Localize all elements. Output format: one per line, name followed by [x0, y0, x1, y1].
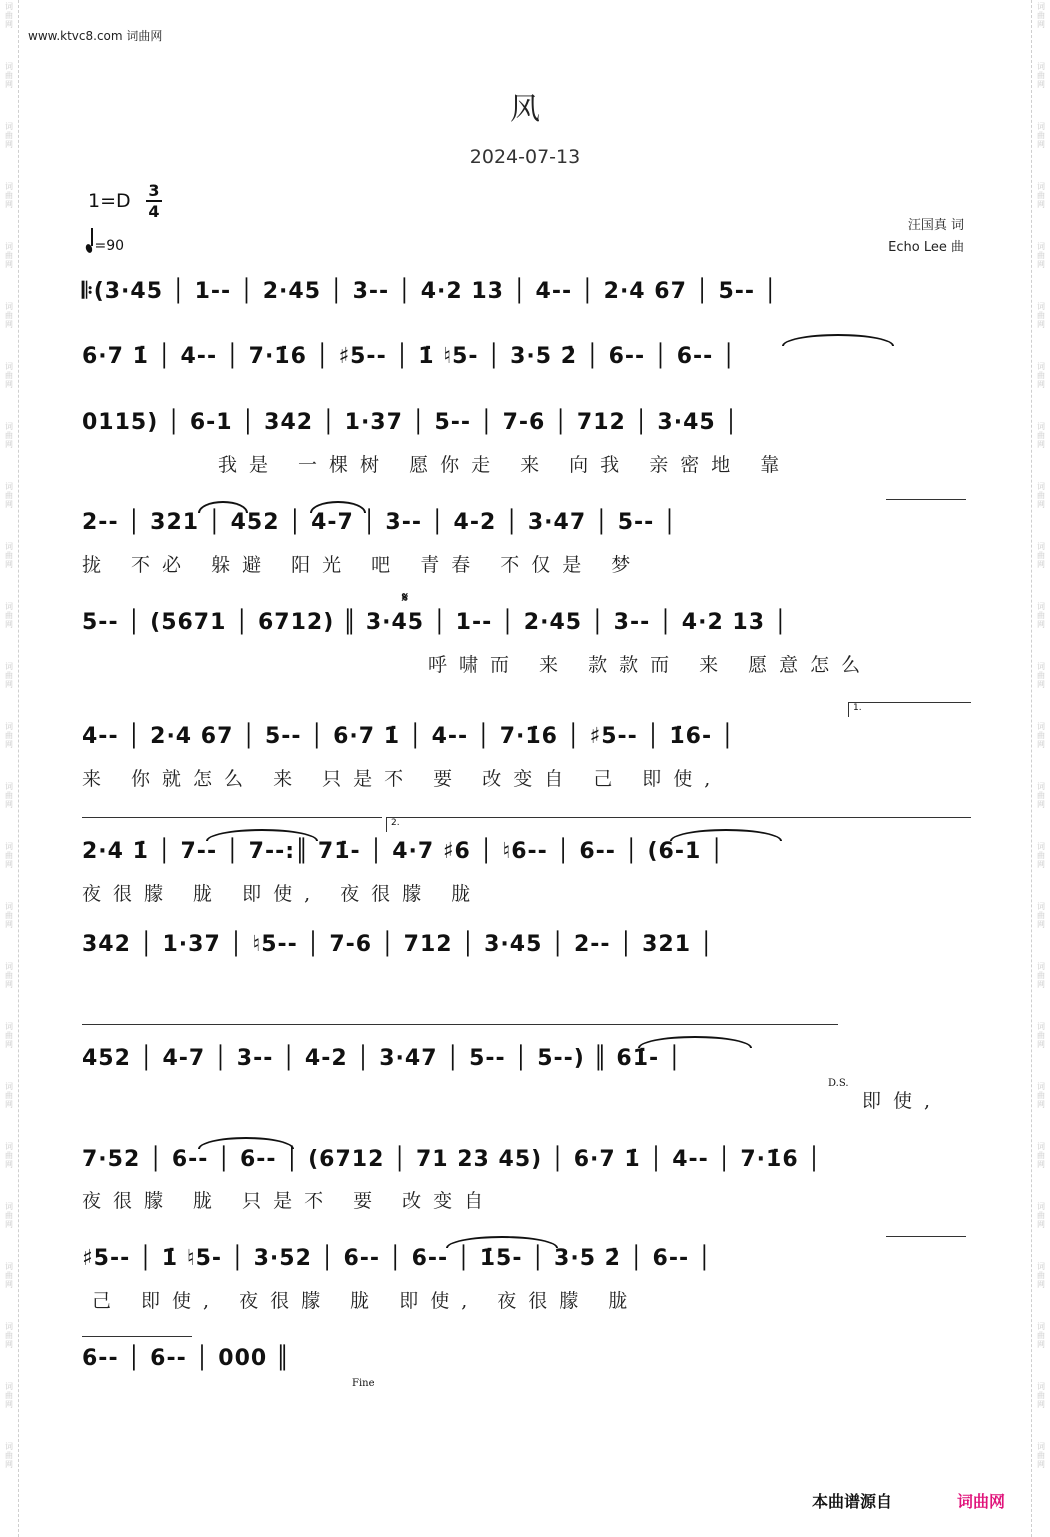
watermark-text: 词 曲 网: [5, 602, 13, 629]
notation-line: 6-- │ 6-- │ 000 ║: [82, 1346, 291, 1371]
watermark-text: 词 曲 网: [1037, 1022, 1045, 1049]
watermark-text: 词 曲 网: [1037, 362, 1045, 389]
score-row-9: [82, 1039, 968, 1079]
notation-line: 2·4 1̇ │ 7-- │ 7--:║ 71̇- │ 4·7 ♯6 │ ♮6-- │ 6-- │ (6-1 │: [82, 839, 725, 864]
watermark-text: 词 曲 网: [1037, 842, 1045, 869]
lyric-line: 呼啸而 来 款款而 来 愿意怎么: [428, 654, 873, 676]
notation-line: 342 │ 1·37 │ ♮5-- │ 7-6 │ 712 │ 3·45 │ 2-- │ 321 │: [82, 932, 714, 957]
watermark-text: 词 曲 网: [5, 1082, 13, 1109]
watermark-text: 词 曲 网: [5, 302, 13, 329]
watermark-text: 词 曲 网: [5, 2, 13, 29]
score-row-5: [82, 603, 968, 643]
watermark-text: 词 曲 网: [1037, 962, 1045, 989]
lyric-line: 来 你就怎么 来 只是不 要 改变自 己 即使,: [82, 768, 723, 790]
watermark-text: 词 曲 网: [5, 1202, 13, 1229]
watermark-text: 词 曲 网: [5, 1022, 13, 1049]
tie-slur: [782, 334, 894, 346]
ending-line: [82, 817, 382, 818]
watermark-text: 词 曲 网: [5, 182, 13, 209]
watermark-text: 词 曲 网: [1037, 302, 1045, 329]
segno-sign: 𝄋: [402, 590, 409, 606]
song-title: 风: [510, 92, 540, 127]
first-ending-bracket: 1.: [848, 702, 971, 717]
tie-slur: [446, 1236, 558, 1248]
watermark-text: 词 曲 网: [1037, 182, 1045, 209]
score-row-6: [82, 717, 968, 757]
watermark-text: 词 曲 网: [5, 902, 13, 929]
watermark-text: 词 曲 网: [1037, 722, 1045, 749]
watermark-text: 词 曲 网: [5, 662, 13, 689]
watermark-text: 词 曲 网: [5, 842, 13, 869]
tie-line: [82, 1336, 192, 1337]
watermark-text: 词 曲 网: [5, 722, 13, 749]
time-sig-top: 3: [146, 181, 162, 202]
score-row-1: [82, 272, 968, 312]
score-row-8: [82, 925, 968, 965]
watermark-text: 词 曲 网: [1037, 662, 1045, 689]
notation-line: 6·7 1̇ │ 4-- │ 7·1̇6 │ ♯5-- │ 1̇ ♮5- │ 3·5 2̇ │ 6-- │ 6-- │: [82, 344, 737, 369]
notation-line: 𝄆(3·45 │ 1-- │ 2·45 │ 3-- │ 4·2 13 │ 4-- │ 2·4 67 │ 5-- │: [82, 279, 778, 304]
watermark-text: 词 曲 网: [1037, 1262, 1045, 1289]
lyric-line: 我是 一棵树 愿你走 来 向我 亲密地 靠: [218, 454, 792, 476]
watermark-text: 词 曲 网: [1037, 482, 1045, 509]
watermark-text: 词 曲 网: [5, 122, 13, 149]
note-stem: [91, 228, 93, 246]
tie-line: [886, 1236, 966, 1237]
watermark-text: 词 曲 网: [5, 542, 13, 569]
watermark-text: 词 曲 网: [5, 1262, 13, 1289]
watermark-text: 词 曲 网: [5, 62, 13, 89]
watermark-text: 词 曲 网: [1037, 1082, 1045, 1109]
watermark-text: 词 曲 网: [5, 422, 13, 449]
score-row-12: [82, 1339, 968, 1379]
watermark-text: 词 曲 网: [1037, 1382, 1045, 1409]
time-signature: [146, 181, 162, 221]
repeat-line: [82, 1024, 838, 1025]
key-signature: 1=D: [88, 190, 131, 212]
watermark-text: 词 曲 网: [1037, 422, 1045, 449]
watermark-text: 词 曲 网: [1037, 1142, 1045, 1169]
watermark-text: 词 曲 网: [5, 242, 13, 269]
watermark-text: 词 曲 网: [1037, 602, 1045, 629]
watermark-text: 词 曲 网: [1037, 1322, 1045, 1349]
lyric-line: 夜很朦 胧 即使, 夜很朦 胧: [82, 883, 483, 905]
watermark-text: 词 曲 网: [5, 1322, 13, 1349]
ds-mark: D.S.: [828, 1078, 849, 1089]
watermark-text: 词 曲 网: [5, 1142, 13, 1169]
watermark-text: 词 曲 网: [1037, 542, 1045, 569]
tie-slur: [206, 829, 318, 841]
watermark-text: 词 曲 网: [5, 1442, 13, 1469]
lyricist-credit: 汪国真 词: [907, 218, 964, 233]
notation-line: 7·52 │ 6-- │ 6-- │ (6712 │ 71 23 45) │ 6·7 1̇ │ 4-- │ 7·1̇6 │: [82, 1147, 822, 1172]
watermark-text: 词 曲 网: [1037, 782, 1045, 809]
tie-slur: [638, 1036, 752, 1048]
watermark-text: 词 曲 网: [5, 782, 13, 809]
lyric-line: 拢 不必 躲避 阳光 吧 青春 不仅是 梦: [82, 554, 643, 576]
notation-line: 4-- │ 2·4 67 │ 5-- │ 6·7 1̇ │ 4-- │ 7·1̇6 │ ♯5-- │ 1̇6- │: [82, 724, 735, 749]
watermark-text: 词 曲 网: [1037, 902, 1045, 929]
watermark-text: 词 曲 网: [1037, 1202, 1045, 1229]
watermark-text: 词 曲 网: [1037, 122, 1045, 149]
watermark-text: 词 曲 网: [5, 962, 13, 989]
tie-slur: [198, 1137, 294, 1149]
watermark-text: 词 曲 网: [1037, 2, 1045, 29]
time-sig-bottom: 4: [148, 202, 160, 221]
watermark-text: 词 曲 网: [5, 362, 13, 389]
song-date: 2024-07-13: [469, 146, 581, 168]
composer-credit: Echo Lee 曲: [888, 240, 964, 255]
score-row-3: [82, 403, 968, 443]
notation-line: ♯5-- │ 1̇ ♮5- │ 3·52 │ 6-- │ 6-- │ 1̇5- │ 3·5 2̇ │ 6-- │: [82, 1246, 713, 1271]
watermark-text: 词 曲 网: [5, 1382, 13, 1409]
tempo-value: =90: [94, 238, 125, 254]
lyric-line: 己 即使, 夜很朦 胧 即使, 夜很朦 胧: [92, 1290, 640, 1312]
watermark-text: 词 曲 网: [1037, 1442, 1045, 1469]
watermark-text: 词 曲 网: [1037, 242, 1045, 269]
notation-line: 5-- │ (5671 │ 6712) ║ 3·45 │ 1-- │ 2·45 │ 3-- │ 4·2 13 │: [82, 610, 788, 635]
second-ending-bracket: 2.: [386, 817, 971, 832]
notation-line: 2-- │ 321 │ 452 │ 4-7 │ 3-- │ 4-2 │ 3·47 │ 5-- │: [82, 510, 678, 535]
footer-brand-link[interactable]: 词曲网: [957, 1492, 1006, 1511]
tempo-marking: [86, 232, 124, 254]
left-watermark-strip: [0, 0, 19, 1537]
notation-line: 452 │ 4-7 │ 3-- │ 4-2 │ 3·47 │ 5-- │ 5--) ║ 61̇- │: [82, 1046, 683, 1071]
fine-mark: Fine: [352, 1378, 375, 1389]
right-watermark-strip: [1031, 0, 1050, 1537]
watermark-text: 词 曲 网: [5, 482, 13, 509]
lyric-line: 夜很朦 胧 只是不 要 改变自: [82, 1190, 496, 1212]
watermark-text: 词 曲 网: [1037, 62, 1045, 89]
lyric-line: 即使,: [862, 1090, 943, 1112]
footer-source-label: 本曲谱源自: [812, 1492, 893, 1511]
tie-line: [886, 499, 966, 500]
notation-line: 0115) │ 6-1 │ 342 │ 1·37 │ 5-- │ 7-6 │ 712 │ 3·45 │: [82, 410, 739, 435]
site-url[interactable]: www.ktvc8.com 词曲网: [28, 29, 163, 43]
